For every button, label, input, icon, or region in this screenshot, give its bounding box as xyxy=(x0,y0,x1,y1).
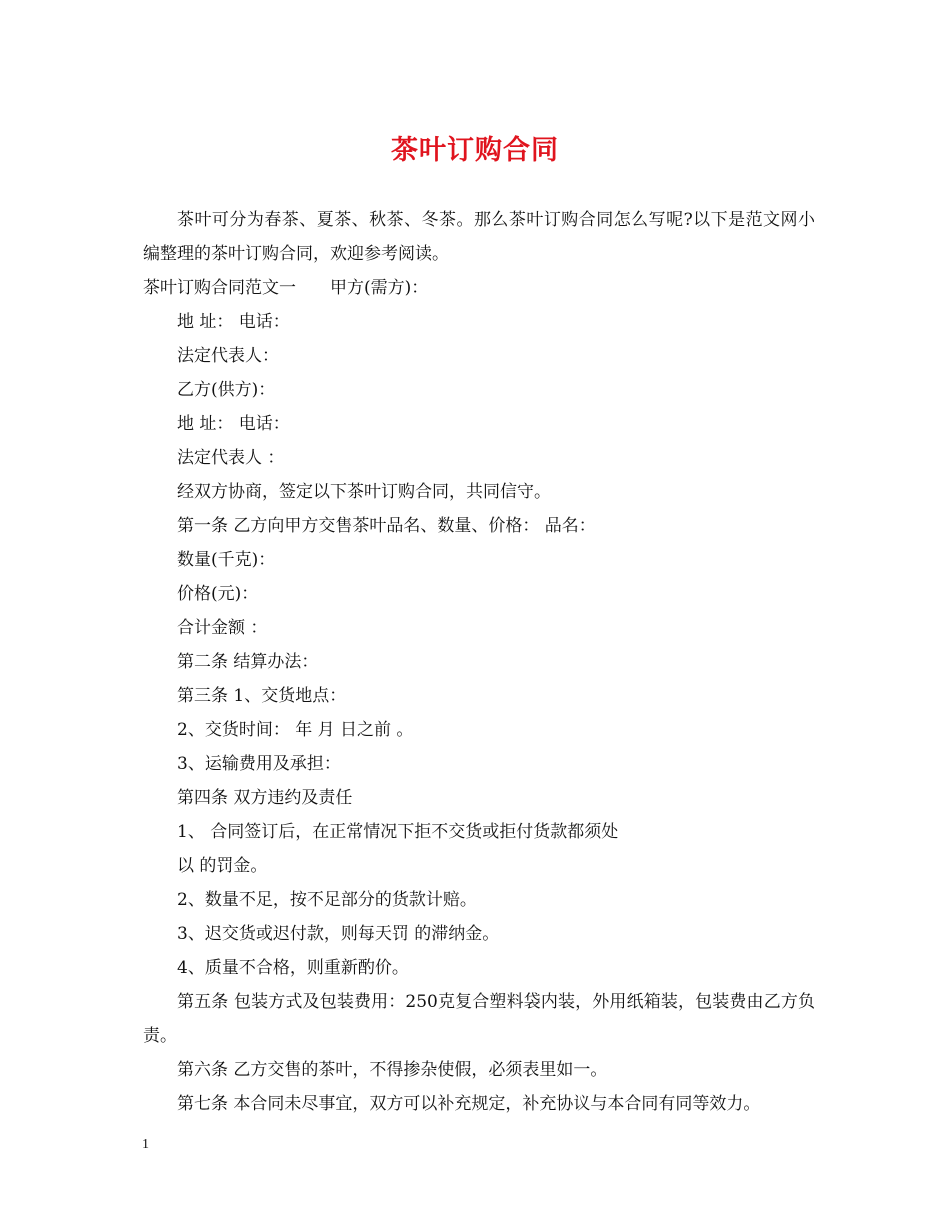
article-5-paragraph: 第五条 包装方式及包装费用：250克复合塑料袋内装，外用纸箱装，包装费由乙方负责。 xyxy=(143,992,815,1046)
price-line: 价格(元)： xyxy=(177,584,259,604)
breach-clause-1-line: 1、 合同签订后，在正常情况下拒不交货或拒付货款都须处 xyxy=(177,822,619,842)
party-b-address-line: 地 址： 电话： xyxy=(177,414,290,434)
intro-paragraph: 茶叶可分为春茶、夏茶、秋茶、冬茶。那么茶叶订购合同怎么写呢?以下是范文网小编整理的茶叶订购合同，欢迎参考阅读。 xyxy=(143,210,815,264)
sample-heading-party-a: 茶叶订购合同范文一 甲方(需方)： xyxy=(143,278,429,298)
breach-clause-4-line: 4、质量不合格，则重新酌价。 xyxy=(177,958,409,978)
article-2-line: 第二条 结算办法： xyxy=(177,652,319,672)
document-body xyxy=(143,203,815,1121)
delivery-time-line: 2、交货时间： 年 月 日之前 。 xyxy=(177,720,414,740)
breach-clause-3-line: 3、迟交货或迟付款，则每天罚 的滞纳金。 xyxy=(177,924,500,944)
agreement-line: 经双方协商，签定以下茶叶订购合同，共同信守。 xyxy=(177,482,551,502)
article-6-line: 第六条 乙方交售的茶叶，不得掺杂使假，必须表里如一。 xyxy=(177,1060,608,1080)
party-a-address-line: 地 址： 电话： xyxy=(177,312,290,332)
article-1-line: 第一条 乙方向甲方交售茶叶品名、数量、价格： 品名： xyxy=(177,516,596,536)
party-b-line: 乙方(供方)： xyxy=(177,380,276,400)
transport-cost-line: 3、运输费用及承担： xyxy=(177,754,341,774)
total-amount-line: 合计金额 ： xyxy=(177,618,268,638)
article-4-line: 第四条 双方违约及责任 xyxy=(177,788,353,808)
article-7-line: 第七条 本合同未尽事宜，双方可以补充规定，补充协议与本合同有同等效力。 xyxy=(177,1094,761,1114)
party-a-representative-line: 法定代表人： xyxy=(177,346,279,366)
document-title: 茶叶订购合同 xyxy=(391,135,559,166)
quantity-line: 数量(千克)： xyxy=(177,550,276,570)
party-b-representative-line: 法定代表人 ： xyxy=(177,448,285,468)
page-number: 1 xyxy=(142,1137,149,1152)
breach-clause-1-continued: 以 的罚金。 xyxy=(177,856,268,876)
article-3-line: 第三条 1、交货地点： xyxy=(177,686,347,706)
breach-clause-2-line: 2、数量不足，按不足部分的货款计赔。 xyxy=(177,890,477,910)
